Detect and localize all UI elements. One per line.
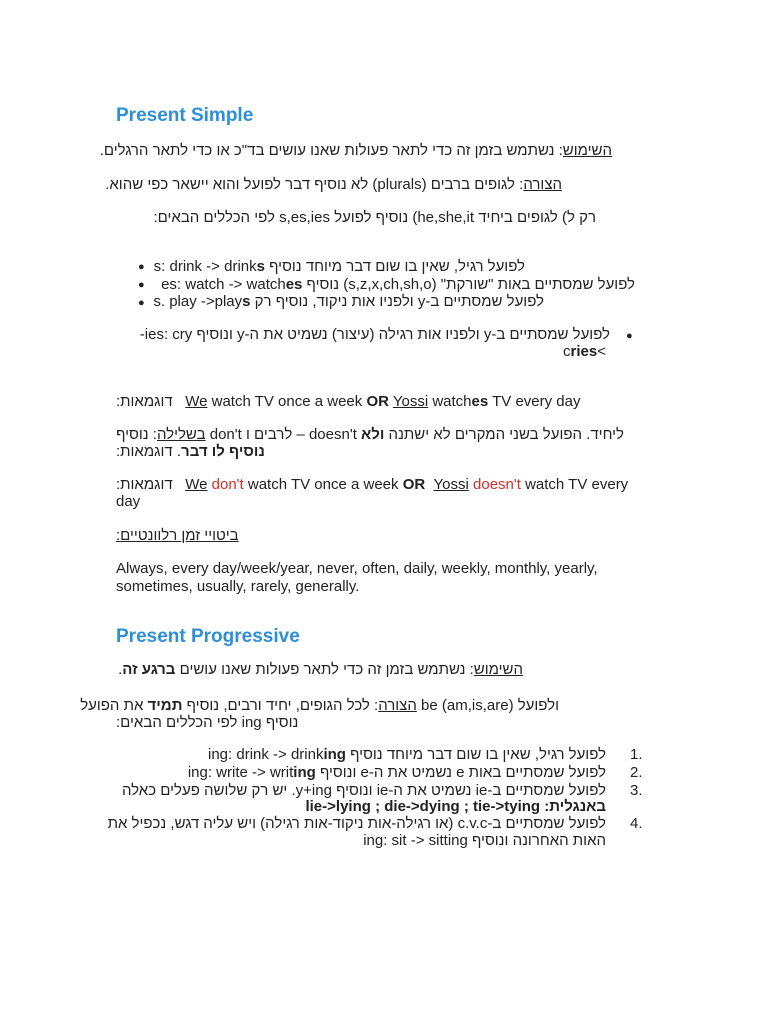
- example-2-label: :דוגמאות: [116, 476, 173, 493]
- negative-text-b: doesn't – לרבים ו don't: [205, 426, 362, 443]
- progressive-usage-line: [118, 661, 523, 679]
- section-title-present-progressive: Present Progressive: [116, 626, 300, 647]
- rule-number: 1.: [630, 746, 643, 763]
- rule-2-bold: ing: [293, 764, 316, 781]
- prog-usage-bold: ברגע זה: [122, 661, 176, 678]
- singular-rule-line: רק ל) לגופים ביחיד he,she,it) נוסיף לפועל s,es,ies לפי הכללים הבאים:: [153, 209, 596, 226]
- form-label: הצורה: [523, 176, 562, 193]
- simple-usage-line: [100, 142, 612, 160]
- progressive-rule-4-line-2: האות האחרונה ונוסיף ing: sit -> sitting: [363, 832, 606, 849]
- progressive-rule-4-line-1: לפועל שמסתיים ב-c.v.c (או רגילה-אות ניקוד-אות רגילה) ויש עליה דגש, נכפיל את: [107, 815, 606, 832]
- usage-text: : נשתמש בזמן זה כדי לתאר פעולות שאנו עושים בד"כ או כדי לתאר הרגלים.: [99, 142, 563, 159]
- bullet-3-text: לפועל שמסתיים ב-y ולפניו אות ניקוד, נוסיף רק s. play ->play: [153, 293, 544, 310]
- simple-bullet-4-line-2: [563, 343, 606, 361]
- bullet-1-bold: s: [256, 258, 265, 275]
- negative-line-2-rest: . דוגמאות:: [116, 443, 182, 460]
- progressive-rule-3-line-1: לפועל שמסתיים ב-ie נשמיט את ה-ie ונוסיף y+ing. יש רק שלושה פעלים כאלה: [121, 782, 606, 799]
- rule-number: 2.: [630, 764, 643, 781]
- bullet-2-bold: es: [285, 276, 303, 293]
- progressive-form-line-1: [80, 697, 559, 715]
- simple-bullet-2: [161, 276, 635, 294]
- example-or: OR: [366, 393, 389, 410]
- bullet-marker: ●: [138, 261, 145, 273]
- usage-label: השימוש: [562, 142, 612, 159]
- prog-usage-label: השימוש: [473, 661, 523, 678]
- progressive-form-line-2: נוסיף ing לפי הכללים הבאים:: [116, 714, 299, 731]
- rule-number: 3.: [630, 782, 643, 799]
- bullet-3-bold: s: [242, 293, 251, 310]
- example-es: es: [471, 393, 489, 410]
- simple-form-line: [105, 176, 562, 194]
- time-expressions-line-2: sometimes, usually, rarely, generally.: [116, 578, 360, 595]
- negative-text-a: ליחיד. הפועל בשני המקרים לא ישתנה: [384, 426, 624, 443]
- bullet-marker: ●: [138, 297, 145, 309]
- simple-bullet-3: [153, 293, 544, 311]
- form-text: : לגופים ברבים (plurals) לא נוסיף דבר לפועל והוא יישאר כפי שהוא.: [105, 176, 524, 193]
- section-title-present-simple: Present Simple: [116, 105, 254, 126]
- example-watch: watch: [428, 393, 472, 410]
- bullet-2-text: לפועל שמסתיים באות "שורקת" (s,z,x,ch,sh,o) נוסיף es: watch -> watch: [161, 276, 635, 293]
- simple-bullet-4-line-1: לפועל שמסתיים ב-y ולפניו אות רגילה (עיצור) נשמיט את ה-y ונוסיף ies: cry-: [139, 326, 610, 343]
- bullet-marker: ●: [138, 279, 145, 291]
- rule-number: 4.: [630, 815, 643, 832]
- simple-example-2-cont: day: [116, 493, 141, 510]
- bullet-4-text: >c: [563, 343, 606, 360]
- example-2-dont: don't: [211, 476, 244, 493]
- negative-label: בשלילה: [156, 426, 206, 443]
- bullet-4-bold: ries: [570, 343, 598, 360]
- example-2-or: OR: [402, 476, 426, 493]
- prog-usage-end: .: [118, 661, 123, 678]
- example-2-text-2: watch TV every: [520, 476, 629, 493]
- example-text-2: TV every day: [488, 393, 581, 410]
- negative-line-2-bold: נוסיף לו דבר: [181, 443, 265, 460]
- rule-2-text: לפועל שמסתיים באות e נשמיט את ה-e ונוסיף ing: write -> writ: [187, 764, 606, 781]
- negative-line-1: [116, 426, 624, 444]
- prog-form-label: הצורה: [378, 697, 417, 714]
- negative-text-c: : נוסיף: [116, 426, 157, 443]
- prog-form-bold: תמיד: [147, 697, 183, 714]
- prog-form-a: ולפועל be (am,is,are): [416, 697, 559, 714]
- example-2-text-1: watch TV once a week: [243, 476, 403, 493]
- example-yossi: Yossi: [392, 393, 429, 410]
- simple-example-2: [116, 476, 628, 494]
- simple-bullet-1: [154, 258, 525, 276]
- progressive-rule-1: [208, 746, 606, 764]
- time-expressions-label: ביטויי זמן רלוונטיים:: [116, 527, 239, 544]
- rule-1-text: לפועל רגיל, שאין בו שום דבר מיוחד נוסיף ing: drink -> drink: [208, 746, 606, 763]
- simple-example-1: [116, 393, 580, 411]
- progressive-rule-2: [188, 764, 606, 782]
- prog-form-b: : לכל הגופים, יחיד ורבים, נוסיף: [182, 697, 379, 714]
- time-expressions-line-1: Always, every day/week/year, never, often, daily, weekly, monthly, yearly,: [116, 560, 598, 577]
- example-text-1: watch TV once a week: [207, 393, 367, 410]
- bullet-marker: ●: [626, 330, 633, 342]
- example-label: :דוגמאות: [116, 393, 173, 410]
- negative-bold: ולא: [361, 426, 385, 443]
- example-2-we: We: [185, 476, 208, 493]
- rule-1-bold: ing: [323, 746, 346, 763]
- progressive-rule-3-line-2: באנגלית: lie->lying ; die->dying ; tie->tying: [305, 798, 606, 815]
- prog-form-c: את הפועל: [80, 697, 148, 714]
- negative-line-2: [116, 443, 265, 461]
- example-we: We: [185, 393, 208, 410]
- bullet-1-text: לפועל רגיל, שאין בו שום דבר מיוחד נוסיף s: drink -> drink: [153, 258, 525, 275]
- example-2-yossi: Yossi: [433, 476, 469, 493]
- example-2-doesnt: doesn't: [473, 476, 521, 493]
- prog-usage-text: : נשתמש בזמן זה כדי לתאר פעולות שאנו עושים: [175, 661, 474, 678]
